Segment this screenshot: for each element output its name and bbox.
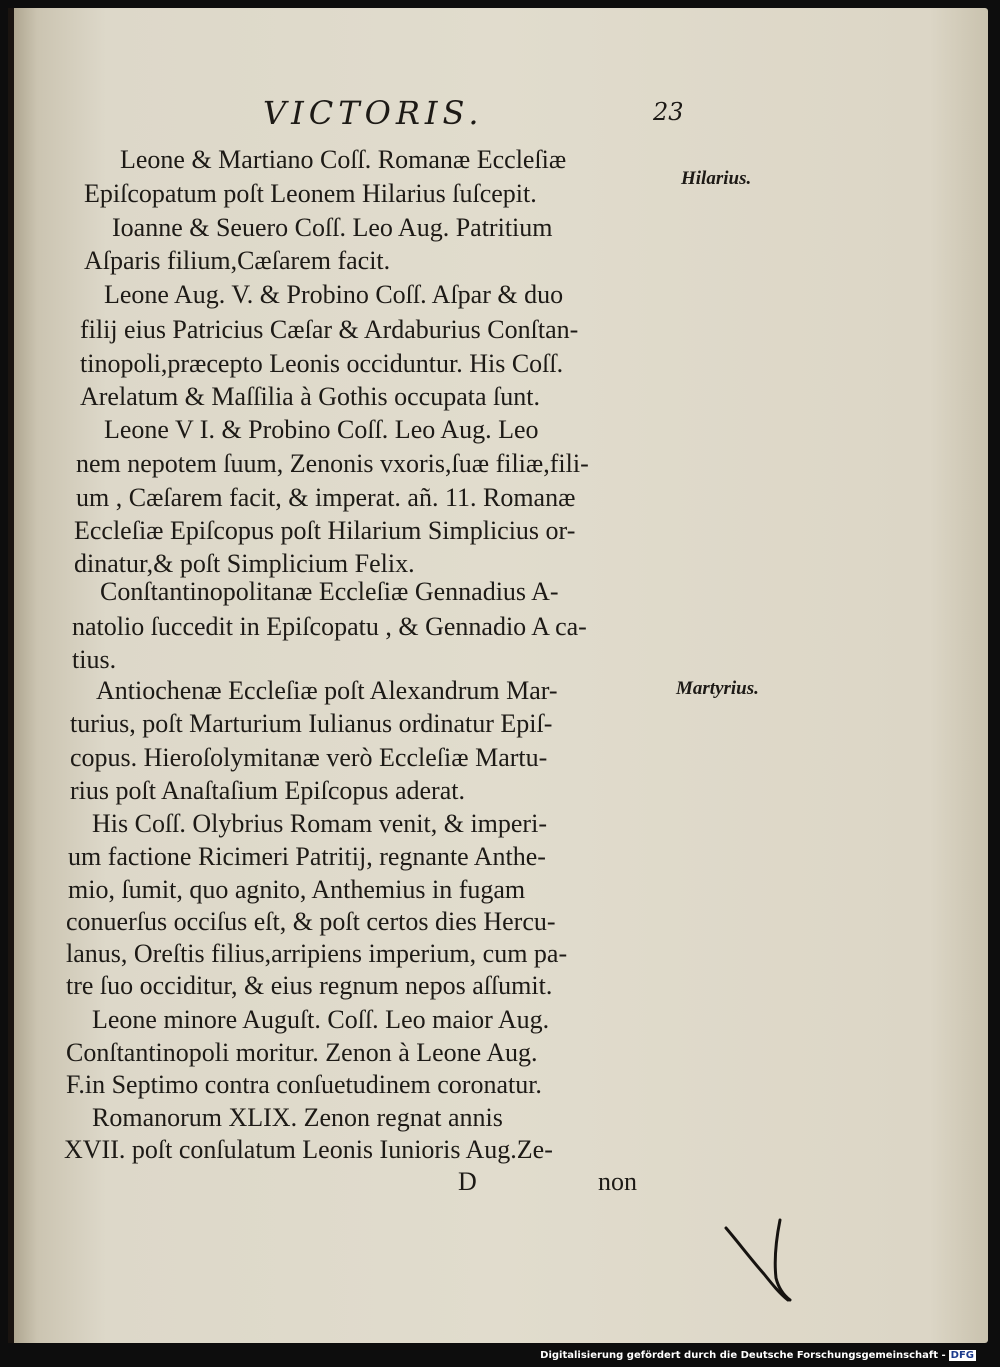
running-head: VICTORIS.	[263, 94, 484, 132]
text-line: tinopoli,præcepto Leonis occiduntur. His Coſſ.	[80, 349, 564, 378]
text-line: Eccleſiæ Epiſcopus poſt Hilarium Simplicius or-	[74, 516, 576, 545]
text-line: Ioanne & Seuero Coſſ. Leo Aug. Patritium	[112, 213, 553, 242]
page-number: 23	[653, 98, 684, 126]
text-line: turius, poſt Marturium Iulianus ordinatur Epiſ-	[70, 709, 553, 738]
text-line: His Coſſ. Olybrius Romam venit, & imperi-	[92, 809, 547, 838]
text-line: conuerſus occiſus eſt, & poſt certos dies Hercu-	[66, 907, 556, 936]
text-line: mio, ſumit, quo agnito, Anthemius in fugam	[68, 875, 526, 904]
text-line: Aſparis filium,Cæſarem facit.	[84, 246, 391, 275]
text-line: lanus, Oreſtis filius,arripiens imperium, cum pa-	[66, 939, 568, 968]
text-line: rius poſt Anaſtaſium Epiſcopus aderat.	[70, 776, 465, 805]
text-line: Arelatum & Maſſilia à Gothis occupata ſunt.	[80, 382, 540, 411]
dfg-logo: DFG	[950, 1350, 974, 1361]
text-line: copus. Hieroſolymitanæ verò Eccleſiæ Martu-	[70, 743, 548, 772]
text-line: um , Cæſarem facit, & imperat. añ. 11. Romanæ	[76, 483, 576, 512]
credit-text: Digitalisierung gefördert durch die Deutsche Forschungsgemeinschaft -	[540, 1350, 946, 1361]
margin-note-hilarius: Hilarius.	[681, 168, 752, 189]
text-line: Leone & Martiano Coſſ. Romanæ Eccleſiæ	[120, 145, 567, 174]
page-spine-edge	[8, 8, 14, 1343]
text-line: Conſtantinopolitanæ Eccleſiæ Gennadius A-	[100, 577, 559, 606]
signature-mark: D	[458, 1167, 477, 1196]
text-line: tre ſuo occiditur, & eius regnum nepos aſſumit.	[66, 971, 553, 1000]
text-line: Leone V I. & Probino Coſſ. Leo Aug. Leo	[104, 415, 539, 444]
text-line: tius.	[72, 645, 117, 674]
pencil-mark-icon	[720, 1214, 812, 1310]
text-line: Leone Aug. V. & Probino Coſſ. Aſpar & duo	[104, 280, 564, 309]
text-line: um factione Ricimeri Patritij, regnante Anthe-	[68, 842, 546, 871]
text-line: F.in Septimo contra conſuetudinem coronatur.	[66, 1070, 542, 1099]
margin-note-martyrius: Martyrius.	[676, 678, 759, 699]
text-line: nem nepotem ſuum, Zenonis vxoris,ſuæ filiæ,fili-	[76, 449, 589, 478]
text-line: dinatur,& poſt Simplicium Felix.	[74, 549, 415, 578]
text-line: Antiochenæ Eccleſiæ poſt Alexandrum Mar-	[96, 676, 558, 705]
text-line: filij eius Patricius Cæſar & Ardaburius Conſtan-	[80, 315, 579, 344]
text-line: Romanorum XLIX. Zenon regnat annis	[92, 1103, 503, 1132]
text-line: Leone minore Auguſt. Coſſ. Leo maior Aug.	[92, 1005, 550, 1034]
digitization-credit	[540, 1350, 976, 1361]
catchword: non	[598, 1167, 637, 1196]
book-page	[8, 8, 988, 1343]
text-line: Epiſcopatum poſt Leonem Hilarius ſuſcepit.	[84, 179, 537, 208]
text-line: XVII. poſt conſulatum Leonis Iunioris Aug.Ze-	[64, 1135, 553, 1164]
text-line: natolio ſuccedit in Epiſcopatu , & Gennadio A ca-	[72, 612, 587, 641]
text-line: Conſtantinopoli moritur. Zenon à Leone Aug.	[66, 1038, 538, 1067]
